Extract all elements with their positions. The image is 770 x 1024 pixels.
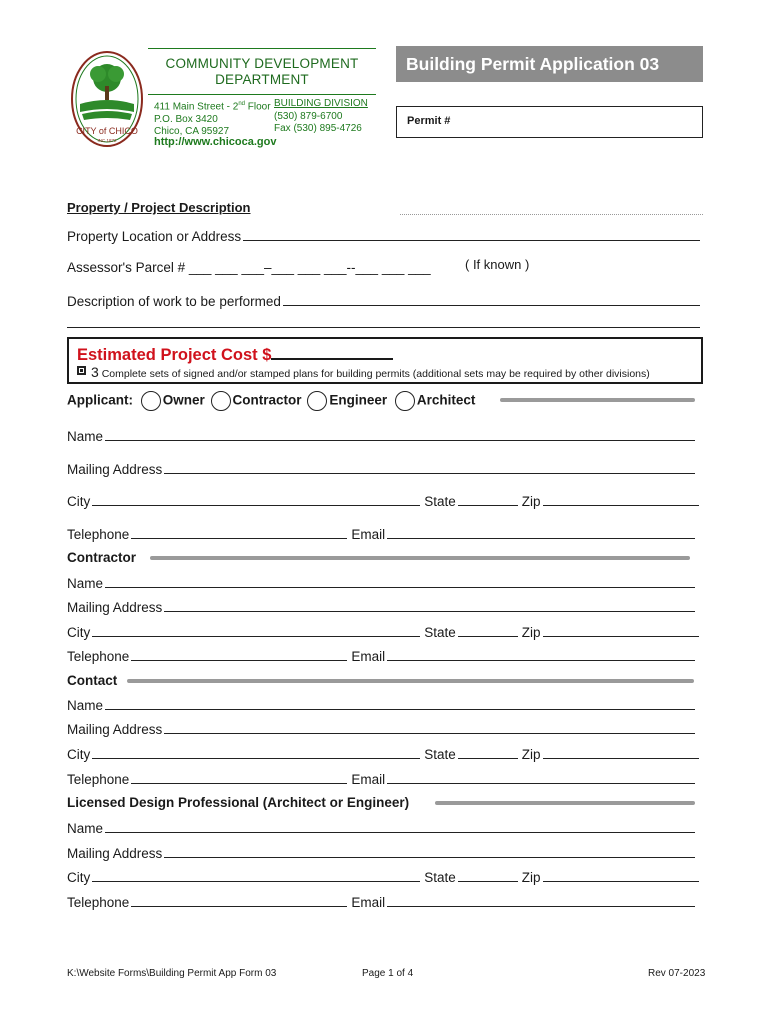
radio-architect[interactable] <box>395 391 415 411</box>
division-fax: Fax (530) 895-4726 <box>274 123 362 134</box>
header-rule-top <box>148 48 376 49</box>
contractor-city-label: City <box>67 625 91 640</box>
description-row <box>67 293 700 309</box>
contact-zip-field[interactable] <box>543 746 699 759</box>
applicant-name-row <box>67 428 695 444</box>
contractor-mailing-label: Mailing Address <box>67 600 163 615</box>
footer-path: K:\Website Forms\Building Permit App Form 03 <box>67 968 277 979</box>
contractor-zip-field[interactable] <box>543 624 699 637</box>
description-label: Description of work to be performed <box>67 294 281 309</box>
contractor-email-field[interactable] <box>387 648 695 661</box>
design-city-field[interactable] <box>92 869 420 882</box>
radio-owner[interactable] <box>141 391 161 411</box>
radio-contractor[interactable] <box>211 391 231 411</box>
contractor-telephone-field[interactable] <box>131 648 347 661</box>
property-heading: Property / Project Description <box>67 200 251 215</box>
applicant-zip-field[interactable] <box>543 493 699 506</box>
plans-checkbox[interactable] <box>77 366 86 375</box>
design-professional-rule <box>435 801 695 805</box>
applicant-row <box>67 391 475 411</box>
applicant-mailing-row <box>67 461 695 477</box>
address-line3: Chico, CA 95927 <box>154 126 230 138</box>
address-line1: 411 Main Street - 2 <box>154 101 239 113</box>
applicant-city-field[interactable] <box>92 493 420 506</box>
design-phone-row <box>67 894 695 910</box>
applicant-email-label: Email <box>351 527 386 542</box>
contact-telephone-label: Telephone <box>67 772 130 787</box>
contact-email-label: Email <box>351 772 386 787</box>
contact-name-field[interactable] <box>105 697 695 710</box>
plans-statement <box>91 364 650 380</box>
design-mailing-row <box>67 845 695 861</box>
department-name: COMMUNITY DEVELOPMENT DEPARTMENT <box>165 56 359 87</box>
property-location-label: Property Location or Address <box>67 229 242 244</box>
estimated-cost-row <box>77 344 393 365</box>
contact-state-field[interactable] <box>458 746 518 759</box>
applicant-zip-label: Zip <box>521 494 541 509</box>
design-zip-label: Zip <box>521 870 541 885</box>
design-name-field[interactable] <box>105 820 695 833</box>
option-architect: Architect <box>416 392 476 408</box>
contact-phone-row <box>67 771 695 787</box>
property-location-field[interactable] <box>243 228 700 241</box>
description-field-line2[interactable] <box>67 327 700 328</box>
contact-mailing-field[interactable] <box>164 721 695 734</box>
contractor-email-label: Email <box>351 649 386 664</box>
seal-text: CITY of CHICO <box>76 126 138 136</box>
design-zip-field[interactable] <box>543 869 699 882</box>
contact-city-field[interactable] <box>92 746 420 759</box>
permit-label: Permit # <box>407 115 451 127</box>
applicant-city-label: City <box>67 494 91 509</box>
design-city-label: City <box>67 870 91 885</box>
contact-mailing-row <box>67 721 695 737</box>
contact-city-label: City <box>67 747 91 762</box>
contact-email-field[interactable] <box>387 771 695 784</box>
option-engineer: Engineer <box>329 392 388 408</box>
design-state-field[interactable] <box>458 869 518 882</box>
parcel-field[interactable]: ___ ___ ___–___ ___ ___--___ ___ ___ <box>188 260 431 275</box>
contact-state-label: State <box>424 747 456 762</box>
design-mailing-label: Mailing Address <box>67 846 163 861</box>
address-line1-sup: nd <box>238 101 245 107</box>
estimated-cost-box <box>67 337 703 384</box>
parcel-note: ( If known ) <box>465 257 530 272</box>
contractor-city-field[interactable] <box>92 624 420 637</box>
permit-number-field[interactable] <box>396 106 703 138</box>
property-heading-dots <box>400 214 703 215</box>
footer-page: Page 1 of 4 <box>362 968 414 979</box>
plans-text: Complete sets of signed and/or stamped plans for building permits (additional sets may be required by other divisions) <box>98 368 650 380</box>
contact-name-label: Name <box>67 698 104 713</box>
option-contractor: Contractor <box>232 392 302 408</box>
seal-inc: INC 1872 <box>97 138 117 143</box>
contractor-mailing-row <box>67 599 695 615</box>
description-field[interactable] <box>283 293 700 306</box>
contractor-zip-label: Zip <box>521 625 541 640</box>
contractor-mailing-field[interactable] <box>164 599 695 612</box>
mailing-address-block <box>154 98 271 139</box>
radio-engineer[interactable] <box>307 391 327 411</box>
parcel-label: Assessor's Parcel # <box>67 260 186 275</box>
design-email-label: Email <box>351 895 386 910</box>
contractor-city-row <box>67 624 699 640</box>
applicant-email-field[interactable] <box>387 526 695 539</box>
contact-zip-label: Zip <box>521 747 541 762</box>
applicant-telephone-field[interactable] <box>131 526 347 539</box>
address-line1-tail: Floor <box>245 101 271 113</box>
applicant-state-field[interactable] <box>458 493 518 506</box>
design-telephone-field[interactable] <box>131 894 347 907</box>
division-phone: (530) 879-6700 <box>274 110 343 122</box>
contractor-name-field[interactable] <box>105 575 695 588</box>
design-email-field[interactable] <box>387 894 695 907</box>
applicant-name-field[interactable] <box>105 428 695 441</box>
contact-name-row <box>67 697 695 713</box>
website-link[interactable]: http://www.chicoca.gov <box>154 136 277 148</box>
division-block <box>274 98 368 136</box>
applicant-state-label: State <box>424 494 456 509</box>
contractor-name-row <box>67 575 695 591</box>
contractor-state-field[interactable] <box>458 624 518 637</box>
applicant-label: Applicant: <box>67 392 133 408</box>
design-mailing-field[interactable] <box>164 845 695 858</box>
design-name-row <box>67 820 695 836</box>
contact-telephone-field[interactable] <box>131 771 347 784</box>
applicant-rule <box>500 398 695 402</box>
city-of-chico-seal <box>70 50 144 148</box>
estimated-cost-label: Estimated Project Cost $ <box>77 346 272 364</box>
plans-count: 3 <box>91 364 99 380</box>
design-name-label: Name <box>67 821 104 836</box>
applicant-mailing-label: Mailing Address <box>67 462 163 477</box>
contact-mailing-label: Mailing Address <box>67 722 163 737</box>
contact-rule <box>127 679 694 683</box>
division-name: BUILDING DIVISION <box>274 98 368 109</box>
form-title: Building Permit Application 03 <box>396 46 703 82</box>
applicant-name-label: Name <box>67 429 104 444</box>
applicant-telephone-label: Telephone <box>67 527 130 542</box>
contractor-rule <box>150 556 690 560</box>
estimated-cost-field[interactable] <box>271 344 393 360</box>
property-location-row <box>67 228 700 244</box>
option-owner: Owner <box>162 392 205 408</box>
design-telephone-label: Telephone <box>67 895 130 910</box>
applicant-mailing-field[interactable] <box>164 461 695 474</box>
applicant-phone-row <box>67 526 695 542</box>
contractor-phone-row <box>67 648 695 664</box>
contractor-heading: Contractor <box>67 550 137 565</box>
address-line2: P.O. Box 3420 <box>154 113 218 125</box>
design-professional-heading: Licensed Design Professional (Architect or Engineer) <box>67 795 410 810</box>
contact-heading: Contact <box>67 673 118 688</box>
contractor-name-label: Name <box>67 576 104 591</box>
design-city-row <box>67 869 699 885</box>
footer-revision: Rev 07-2023 <box>648 968 706 979</box>
contractor-state-label: State <box>424 625 456 640</box>
design-state-label: State <box>424 870 456 885</box>
contractor-telephone-label: Telephone <box>67 649 130 664</box>
applicant-city-row <box>67 493 699 509</box>
contact-city-row <box>67 746 699 762</box>
header-rule-bottom <box>148 94 376 95</box>
